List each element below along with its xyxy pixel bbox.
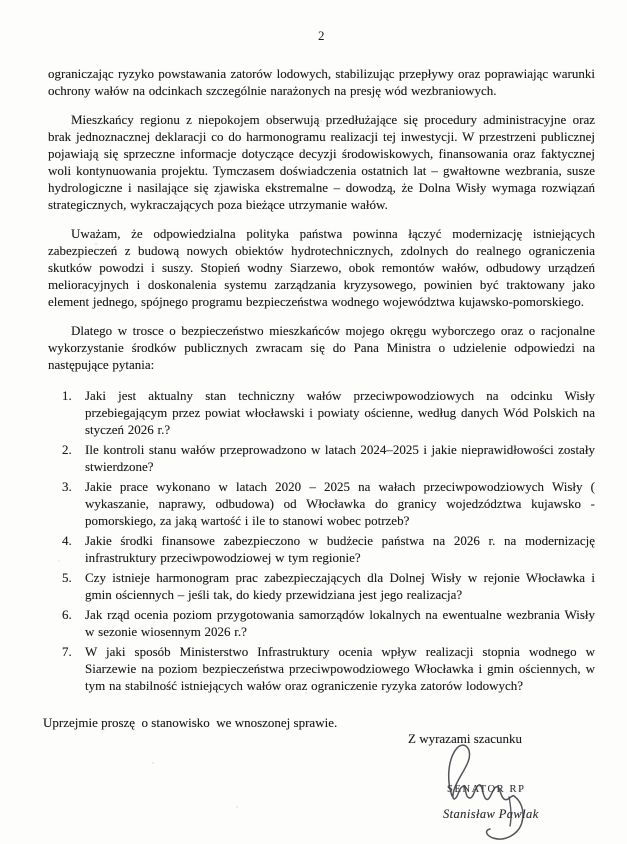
body-paragraph: ograniczając ryzyko powstawania zatorów lodowych, stabilizując przepływy oraz poprawiając warunki ochrony wałów na odcinkach szczególnie narażonych na presję wód wezbraniowych. [48, 66, 595, 98]
question-number: 7. [62, 644, 72, 659]
question-text: Jak rząd ocenia poziom przygotowania samorządów lokalnych na ewentualne wezbrania Wisły w sezonie wiosennym 2026 r.? [85, 607, 595, 639]
page-number: 2 [318, 28, 325, 43]
body-paragraph: Dlatego w trosce o bezpieczeństwo mieszkańców mojego okręgu wyborczego oraz o racjonalne wykorzystanie środków publicznych zwracam się do Pana Ministra o udzielenie odpowiedzi na następujące pytania: [48, 323, 595, 372]
question-number: 1. [62, 388, 72, 403]
question-text: Ile kontroli stanu wałów przeprowadzono w latach 2024–2025 i jakie nieprawidłowości zostały stwierdzone? [85, 442, 595, 474]
signature-stroke [449, 745, 523, 839]
question-text: W jaki sposób Ministerstwo Infrastruktury ocenia wpływ realizacji stopnia wodnego w Siarzewie na poziom bezpieczeństwa przeciwpowodziowego Włocławka i gmin ościennych, w tym na stabilność istniejących wałów oraz ograniczenie ryzyka zatorów lodowych? [85, 644, 595, 693]
question-text: Jakie środki finansowe zabezpieczono w budżecie państwa na 2026 r. na modernizację infrastruktury przeciwpowodziowej w tym regionie? [85, 533, 595, 565]
question-text: Jakie prace wykonano w latach 2020 – 2025 na wałach przeciwpowodziowych Wisły ( wykaszanie, naprawy, odbudowa) od Włocławka do granicy wojedzództwa kujawsko - pomorskiego, za jaką wartość i ile to stanowi wobec potrzeb? [85, 479, 595, 528]
question-text: Czy istnieje harmonogram prac zabezpieczających dla Dolnej Wisły w rejonie Włocławka i gmin ościennych – jeśli tak, do kiedy przewidziana jest jego realizacja? [85, 570, 595, 602]
signature-salutation: Z wyrazami szacunku [408, 731, 523, 746]
question-item [48, 569, 595, 603]
question-number: 3. [62, 479, 72, 494]
signer-name: Stanisław Pawlak [443, 807, 539, 821]
question-item [48, 643, 595, 694]
signature-descender-stroke [509, 797, 511, 826]
question-number: 5. [62, 570, 72, 585]
body-paragraph: Mieszkańcy regionu z niepokojem obserwują przedłużające się procedury administracyjne oraz brak jednoznacznej deklaracji co do harmonogramu realizacji tej inwestycji. W przestrzeni publicznej pojawiają się sprzeczne informacje dotyczące decyzji środowiskowych, finansowania oraz faktycznej woli kontynuowania projektu. Tymczasem doświadczenia ostatnich lat – gwałtowne wezbrania, susze hydrologiczne i nasilające się zjawiska ekstremalne – dowodzą, że Dolna Wisły wymaga rozwiązań strategicznych, wykraczających poza bieżące utrzymanie wałów. [48, 112, 595, 212]
signer-title: SENATOR RP [447, 784, 526, 795]
body-paragraph: Uważam, że odpowiedzialna polityka państwa powinna łączyć modernizację istniejących zabezpieczeń z budową nowych obiektów hydrotechnicznych, zdolnych do realnego ograniczenia skutków powodzi i suszy. Stopień wodny Siarzewo, obok remontów wałów, odbudowy urządzeń melioracyjnych i doskonalenia systemu zarządzania kryzysowego, powinien być traktowany jako element jednego, spójnego programu bezpieczeństwa wodnego województwa kujawsko-pomorskiego. [48, 226, 595, 309]
question-item [48, 478, 595, 529]
handwritten-signature [433, 744, 545, 844]
scan-noise [0, 0, 2, 2]
closing-request: Uprzejmie proszę o stanowisko we wnoszonej sprawie. [43, 715, 338, 730]
question-number: 6. [62, 607, 72, 622]
question-text: Jaki jest aktualny stan techniczny wałów przeciwpowodziowych na odcinku Wisły przebiegającym przez powiat włocławski i powiaty ościenne, według danych Wód Polskich na styczeń 2026 r.? [85, 388, 595, 437]
question-item [48, 532, 595, 566]
question-number: 4. [62, 533, 72, 548]
question-item [48, 441, 595, 475]
question-item [48, 387, 595, 438]
question-item [48, 606, 595, 640]
questions-list [48, 387, 595, 694]
question-number: 2. [62, 442, 72, 457]
